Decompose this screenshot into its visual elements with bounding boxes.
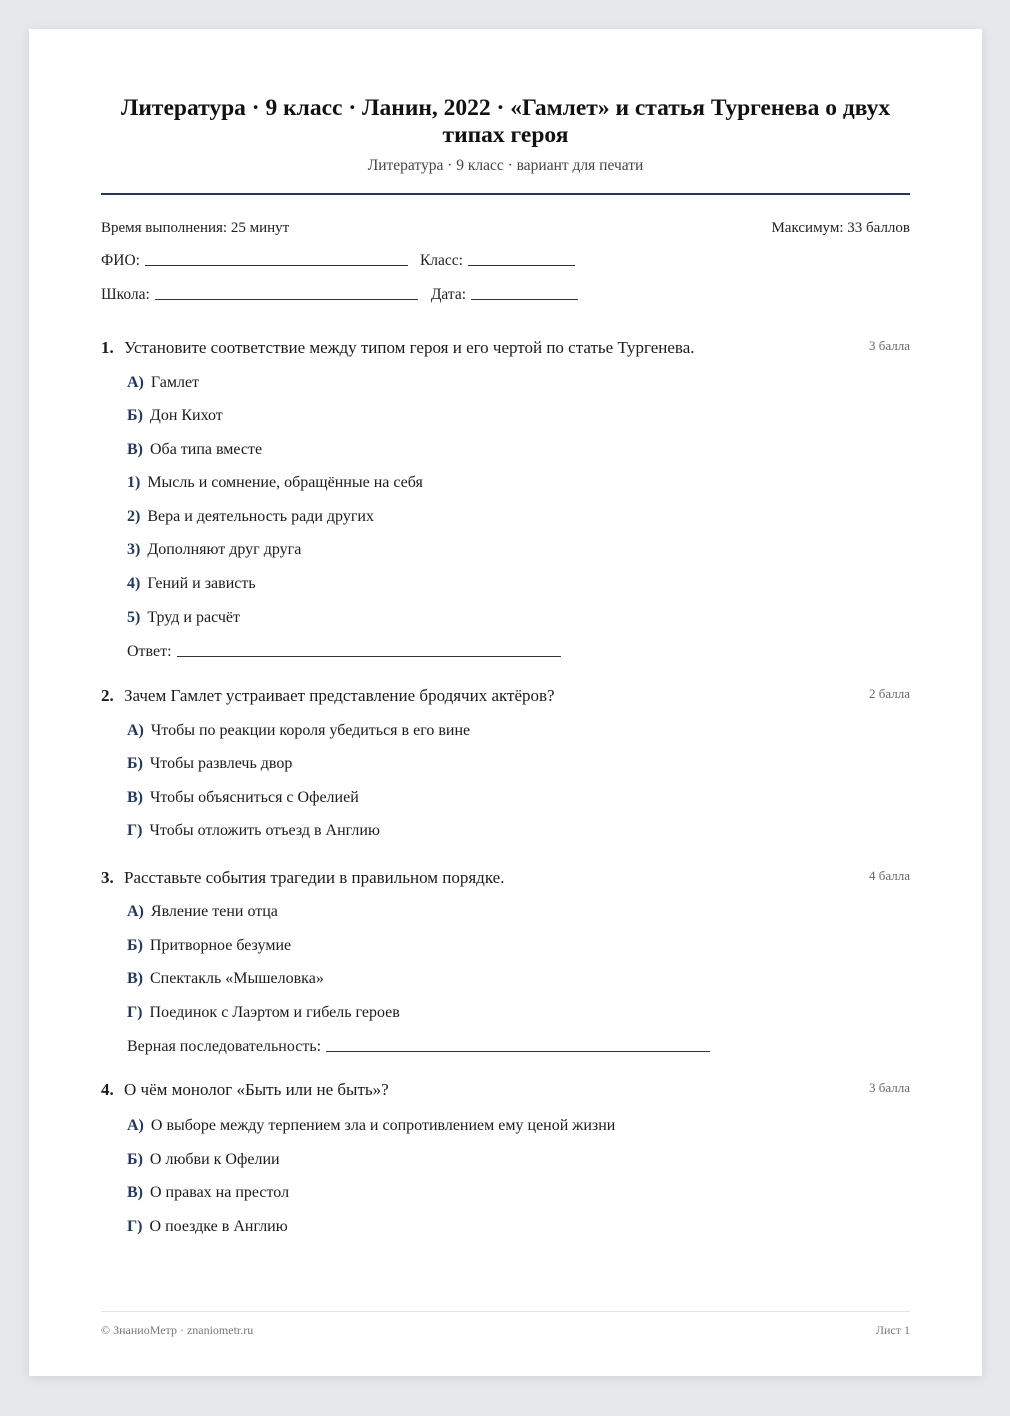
question-1 (101, 338, 910, 358)
answer-label: Верная последовательность: (127, 1038, 322, 1055)
option-label: В) (127, 1184, 143, 1201)
option-text: Дон Кихот (149, 407, 223, 424)
option-label: Б) (127, 407, 143, 424)
option (127, 822, 380, 840)
option-text: Притворное безумие (149, 937, 292, 954)
option (127, 755, 292, 773)
option-label: А) (127, 1117, 144, 1134)
fio-label: ФИО: (101, 252, 140, 269)
question-number: 2. (101, 686, 114, 705)
fio-class-row (101, 252, 575, 270)
option-label: А) (127, 374, 144, 391)
option-text: Явление тени отца (150, 903, 278, 920)
option-text: О выборе между терпением зла и сопротивлением ему ценой жизни (150, 1117, 616, 1134)
option-label: Г) (127, 822, 143, 839)
question-points: 4 балла (869, 868, 910, 883)
copyright-link[interactable]: © ЗнаниоМетр · znaniometr.ru (101, 1323, 254, 1337)
date-blank[interactable] (471, 298, 578, 300)
option-text: Чтобы объясниться с Офелией (150, 789, 359, 806)
option-label: В) (127, 970, 143, 987)
option (127, 609, 240, 627)
option (127, 441, 262, 459)
option (127, 374, 199, 392)
option (127, 575, 256, 593)
option (127, 1117, 615, 1135)
option-text: Оба типа вместе (150, 441, 263, 458)
school-label: Школа: (101, 286, 150, 303)
option (127, 541, 301, 559)
option (127, 1218, 288, 1236)
option (127, 903, 278, 921)
option-text: Вера и деятельность ради других (147, 508, 374, 525)
fio-blank[interactable] (145, 264, 408, 266)
header-divider (101, 193, 910, 195)
answer-label: Ответ: (127, 643, 172, 660)
answer-row (127, 643, 561, 661)
option (127, 407, 223, 425)
max-score: Максимум: 33 баллов (771, 220, 910, 236)
option-text: Чтобы отложить отъезд в Англию (149, 822, 380, 839)
question-2 (101, 686, 910, 706)
option (127, 722, 470, 740)
option-text: Труд и расчёт (147, 609, 240, 626)
option (127, 474, 423, 492)
question-points: 2 балла (869, 686, 910, 701)
option (127, 937, 291, 955)
option-label: Г) (127, 1004, 143, 1021)
answer-row (127, 1038, 710, 1056)
option-text: Мысль и сомнение, обращённые на себя (147, 474, 423, 491)
worksheet-page (29, 29, 982, 1376)
footer-divider (101, 1311, 910, 1312)
question-points: 3 балла (869, 1080, 910, 1095)
question-3 (101, 868, 910, 888)
option-text: Гамлет (150, 374, 200, 391)
option-label: Б) (127, 1151, 143, 1168)
option-text: Поединок с Лаэртом и гибель героев (149, 1004, 400, 1021)
option-text: Чтобы по реакции короля убедиться в его вине (150, 722, 471, 739)
question-number: 4. (101, 1080, 114, 1099)
answer-blank[interactable] (177, 655, 561, 657)
option-label: В) (127, 441, 143, 458)
option-label: Б) (127, 937, 143, 954)
question-4 (101, 1080, 910, 1100)
option (127, 789, 359, 807)
page-title: Литература · 9 класс · Ланин, 2022 · «Гамлет» и статья Тургенева о двух типах героя (120, 95, 891, 148)
option (127, 1151, 280, 1169)
option (127, 508, 374, 526)
page-subtitle: Литература · 9 класс · вариант для печати (367, 157, 644, 174)
answer-blank[interactable] (326, 1050, 710, 1052)
option-label: 2) (127, 508, 141, 525)
date-label: Дата: (430, 286, 467, 303)
question-points: 3 балла (869, 338, 910, 353)
question-text: О чём монолог «Быть или не быть»? (124, 1080, 389, 1099)
option-label: 3) (127, 541, 141, 558)
option-label: 5) (127, 609, 141, 626)
option-label: Б) (127, 755, 143, 772)
page-footer (101, 1323, 910, 1338)
page-number: Лист 1 (875, 1323, 910, 1337)
option-label: А) (127, 722, 144, 739)
option-text: Гений и зависть (147, 575, 256, 592)
option (127, 970, 324, 988)
question-number: 3. (101, 868, 114, 887)
option-label: 1) (127, 474, 141, 491)
option-text: Дополняют друг друга (147, 541, 302, 558)
option-label: А) (127, 903, 144, 920)
school-date-row (101, 286, 578, 304)
question-text: Зачем Гамлет устраивает представление бродячих актёров? (124, 686, 555, 705)
option-label: 4) (127, 575, 141, 592)
option-text: О поездке в Англию (149, 1218, 288, 1235)
option-text: О любви к Офелии (149, 1151, 280, 1168)
option (127, 1004, 400, 1022)
option (127, 1184, 289, 1202)
option-label: В) (127, 789, 143, 806)
option-text: Спектакль «Мышеловка» (150, 970, 324, 987)
class-blank[interactable] (468, 264, 575, 266)
school-blank[interactable] (155, 298, 418, 300)
option-label: Г) (127, 1218, 143, 1235)
option-text: О правах на престол (150, 1184, 290, 1201)
question-text: Расставьте события трагедии в правильном порядке. (124, 868, 505, 887)
time-limit: Время выполнения: 25 минут (101, 220, 290, 236)
question-text: Установите соответствие между типом героя и его чертой по статье Тургенева. (124, 338, 695, 357)
option-text: Чтобы развлечь двор (149, 755, 293, 772)
question-number: 1. (101, 338, 114, 357)
class-label: Класс: (419, 252, 463, 269)
